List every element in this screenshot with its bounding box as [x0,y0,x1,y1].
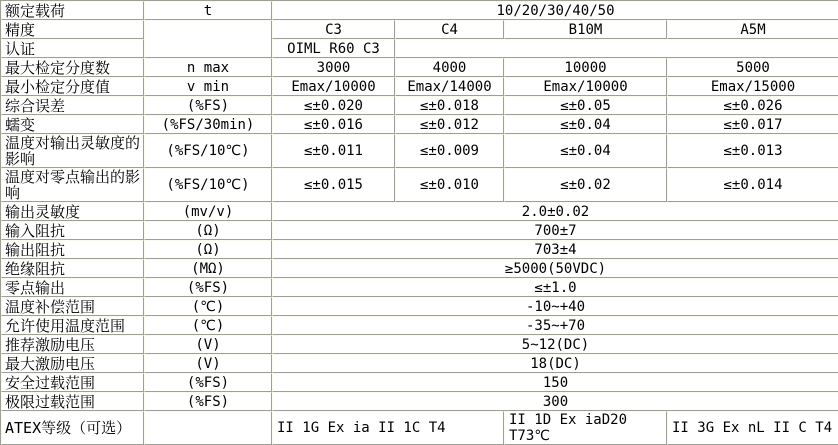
table-row [1,20,838,39]
table-row [1,297,838,316]
spec-value-cell: Emax/10000 [272,77,395,96]
table-row [1,316,838,335]
spec-unit-cell: t [144,1,272,20]
spec-value-cell: 703±4 [272,240,838,259]
table-row [1,96,838,115]
spec-label-cell: 蠕变 [1,115,144,134]
spec-value-cell: ≤±0.014 [667,168,838,202]
table-row [1,1,838,20]
spec-unit-cell: v min [144,77,272,96]
spec-label-cell: 额定载荷 [1,1,144,20]
spec-value-cell: 10/20/30/40/50 [272,1,838,20]
spec-value-cell: ≤±1.0 [272,278,838,297]
spec-unit-cell: (%FS) [144,373,272,392]
spec-value-cell: ≤±0.009 [395,134,504,168]
spec-unit-cell: n max [144,58,272,77]
spec-table-body [1,1,838,445]
spec-unit-cell [144,411,272,445]
spec-value-cell [395,39,838,58]
spec-value-cell: ≤±0.026 [667,96,838,115]
spec-value-cell: -10~+40 [272,297,838,316]
table-row [1,240,838,259]
table-row [1,278,838,297]
spec-value-cell: 700±7 [272,221,838,240]
table-row [1,221,838,240]
spec-value-cell: C3 [272,20,395,39]
table-row [1,411,838,445]
spec-label-cell: 允许使用温度范围 [1,316,144,335]
spec-value-cell: ≤±0.015 [272,168,395,202]
spec-unit-cell: (Ω) [144,221,272,240]
table-row [1,39,838,58]
spec-unit-cell: (%FS/10℃) [144,134,272,168]
spec-value-cell: II 1G Ex ia II 1C T4 [272,411,504,445]
spec-unit-cell: (V) [144,354,272,373]
spec-unit-cell: (%FS) [144,96,272,115]
spec-label-cell: 最小检定分度值 [1,77,144,96]
spec-value-cell: ≤±0.04 [504,134,667,168]
spec-label-cell: 推荐激励电压 [1,335,144,354]
spec-label-cell: 认证 [1,39,144,58]
spec-unit-cell: (mv/v) [144,202,272,221]
spec-label-cell: 温度对输出灵敏度的影响 [1,134,144,168]
spec-value-cell: OIML R60 C3 [272,39,395,58]
table-row [1,134,838,168]
table-row [1,58,838,77]
spec-unit-cell: (℃) [144,316,272,335]
spec-label-cell: 输入阻抗 [1,221,144,240]
spec-value-cell: 2.0±0.02 [272,202,838,221]
spec-unit-cell: (%FS/10℃) [144,168,272,202]
spec-unit-cell: (%FS) [144,392,272,411]
spec-label-cell: 最大激励电压 [1,354,144,373]
spec-value-cell: 5~12(DC) [272,335,838,354]
spec-value-cell: B10M [504,20,667,39]
spec-value-cell: ≤±0.02 [504,168,667,202]
spec-label-cell: ATEX等级（可选） [1,411,144,445]
spec-unit-cell: (MΩ) [144,259,272,278]
spec-value-cell: ≤±0.04 [504,115,667,134]
spec-value-cell: ≤±0.017 [667,115,838,134]
spec-value-cell: ≤±0.018 [395,96,504,115]
spec-label-cell: 输出阻抗 [1,240,144,259]
spec-label-cell: 绝缘阻抗 [1,259,144,278]
spec-label-cell: 安全过载范围 [1,373,144,392]
spec-value-cell: Emax/15000 [667,77,838,96]
spec-value-cell: ≤±0.012 [395,115,504,134]
spec-unit-cell: (℃) [144,297,272,316]
table-row [1,373,838,392]
spec-unit-cell: (Ω) [144,240,272,259]
spec-unit-cell: (V) [144,335,272,354]
spec-value-cell: Emax/10000 [504,77,667,96]
table-row [1,115,838,134]
spec-value-cell: ≤±0.016 [272,115,395,134]
table-row [1,202,838,221]
spec-value-cell: Emax/14000 [395,77,504,96]
spec-label-cell: 温度补偿范围 [1,297,144,316]
spec-value-cell: ≤±0.05 [504,96,667,115]
spec-value-cell: 5000 [667,58,838,77]
spec-label-cell: 零点输出 [1,278,144,297]
table-row [1,259,838,278]
spec-value-cell: 150 [272,373,838,392]
spec-value-cell: II 1D Ex iaD20 T73℃ [504,411,667,445]
spec-label-cell: 温度对零点输出的影响 [1,168,144,202]
spec-value-cell: ≤±0.020 [272,96,395,115]
table-row [1,354,838,373]
table-row [1,335,838,354]
spec-label-cell: 精度 [1,20,144,39]
spec-label-cell: 极限过载范围 [1,392,144,411]
spec-value-cell: A5M [667,20,838,39]
spec-unit-cell: (%FS) [144,278,272,297]
spec-label-cell: 综合误差 [1,96,144,115]
table-row [1,168,838,202]
spec-value-cell: ≥5000(50VDC) [272,259,838,278]
table-row [1,77,838,96]
spec-value-cell: ≤±0.010 [395,168,504,202]
spec-value-cell: II 3G Ex nL II C T4 [667,411,838,445]
spec-value-cell: -35~+70 [272,316,838,335]
spec-value-cell: 10000 [504,58,667,77]
spec-label-cell: 最大检定分度数 [1,58,144,77]
spec-value-cell: 3000 [272,58,395,77]
spec-label-cell: 输出灵敏度 [1,202,144,221]
table-row [1,392,838,411]
spec-value-cell: 18(DC) [272,354,838,373]
spec-unit-cell: (%FS/30min) [144,115,272,134]
spec-value-cell: C4 [395,20,504,39]
spec-unit-cell [144,20,272,58]
spec-value-cell: ≤±0.011 [272,134,395,168]
spec-value-cell: 4000 [395,58,504,77]
spec-value-cell: ≤±0.013 [667,134,838,168]
spec-value-cell: 300 [272,392,838,411]
